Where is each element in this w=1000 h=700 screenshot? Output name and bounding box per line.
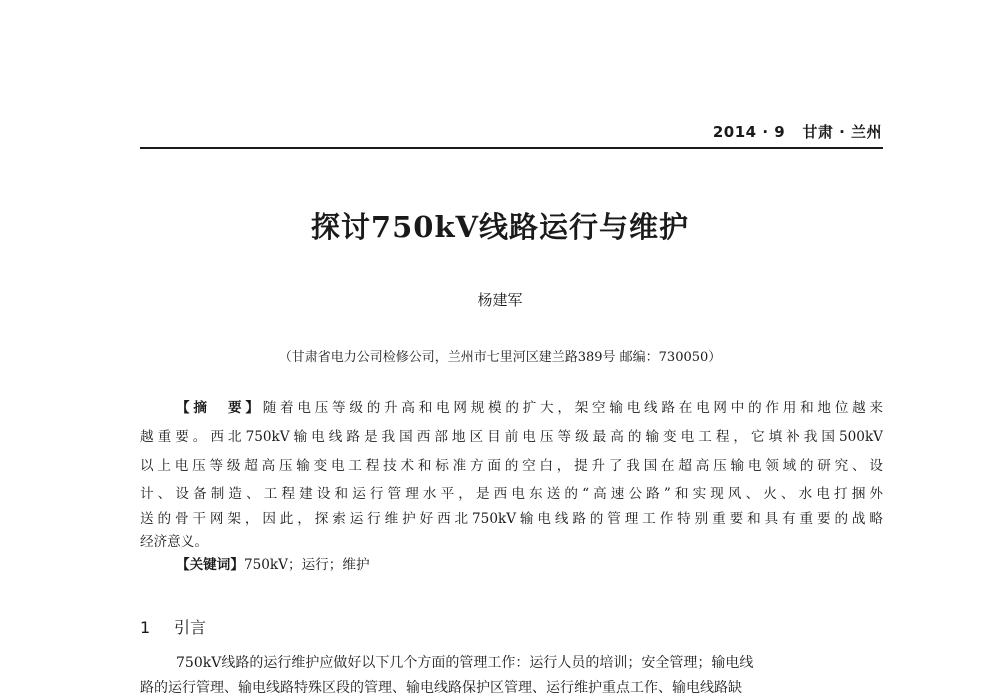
keywords [176, 553, 370, 573]
abstract-line: 越重要。西北750kV输电线路是我国西部地区目前电压等级最高的输变电工程，它填补我国500kV [140, 429, 883, 445]
abstract-line: 【摘 要】随着电压等级的升高和电网规模的扩大，架空输电线路在电网中的作用和地位越来 [176, 400, 883, 416]
abstract-line: 经济意义。 [140, 534, 208, 550]
body-paragraph-line: 750kV线路的运行维护应做好以下几个方面的管理工作：运行人员的培训；安全管理；输电线 [176, 655, 754, 671]
author-affiliation: （甘肃省电力公司检修公司，兰州市七里河区建兰路389号 邮编：730050） [278, 350, 722, 365]
section-heading [140, 615, 206, 638]
article-title: 探讨750kV线路运行与维护 [310, 210, 690, 244]
abstract-label: 【摘 要】 [176, 400, 263, 416]
keywords-label: 【关键词】 [176, 557, 244, 573]
abstract-line: 送的骨干网架，因此，探索运行维护好西北750kV输电线路的管理工作特别重要和具有重要的战略 [140, 511, 883, 527]
journal-issue-header [713, 121, 882, 142]
body-paragraph-line: 路的运行管理、输电线路特殊区段的管理、输电线路保护区管理、运行维护重点工作、输电线路缺 [140, 680, 742, 696]
section-number: 1 [140, 618, 151, 637]
abstract-line: 以上电压等级超高压输变电工程技术和标准方面的空白，提升了我国在超高压输电领域的研究、设 [140, 458, 883, 474]
keywords-text: 750kV；运行；维护 [243, 557, 370, 573]
header-rule [140, 147, 883, 149]
issue-location: 甘肃 · 兰州 [802, 123, 882, 141]
abstract-line: 计、设备制造、工程建设和运行管理水平，是西电东送的“高速公路”和实现风、火、水电打捆外 [140, 486, 883, 502]
issue-date: 2014 · 9 [712, 123, 786, 141]
section-title: 引言 [174, 618, 207, 637]
article-author: 杨建军 [477, 291, 523, 309]
